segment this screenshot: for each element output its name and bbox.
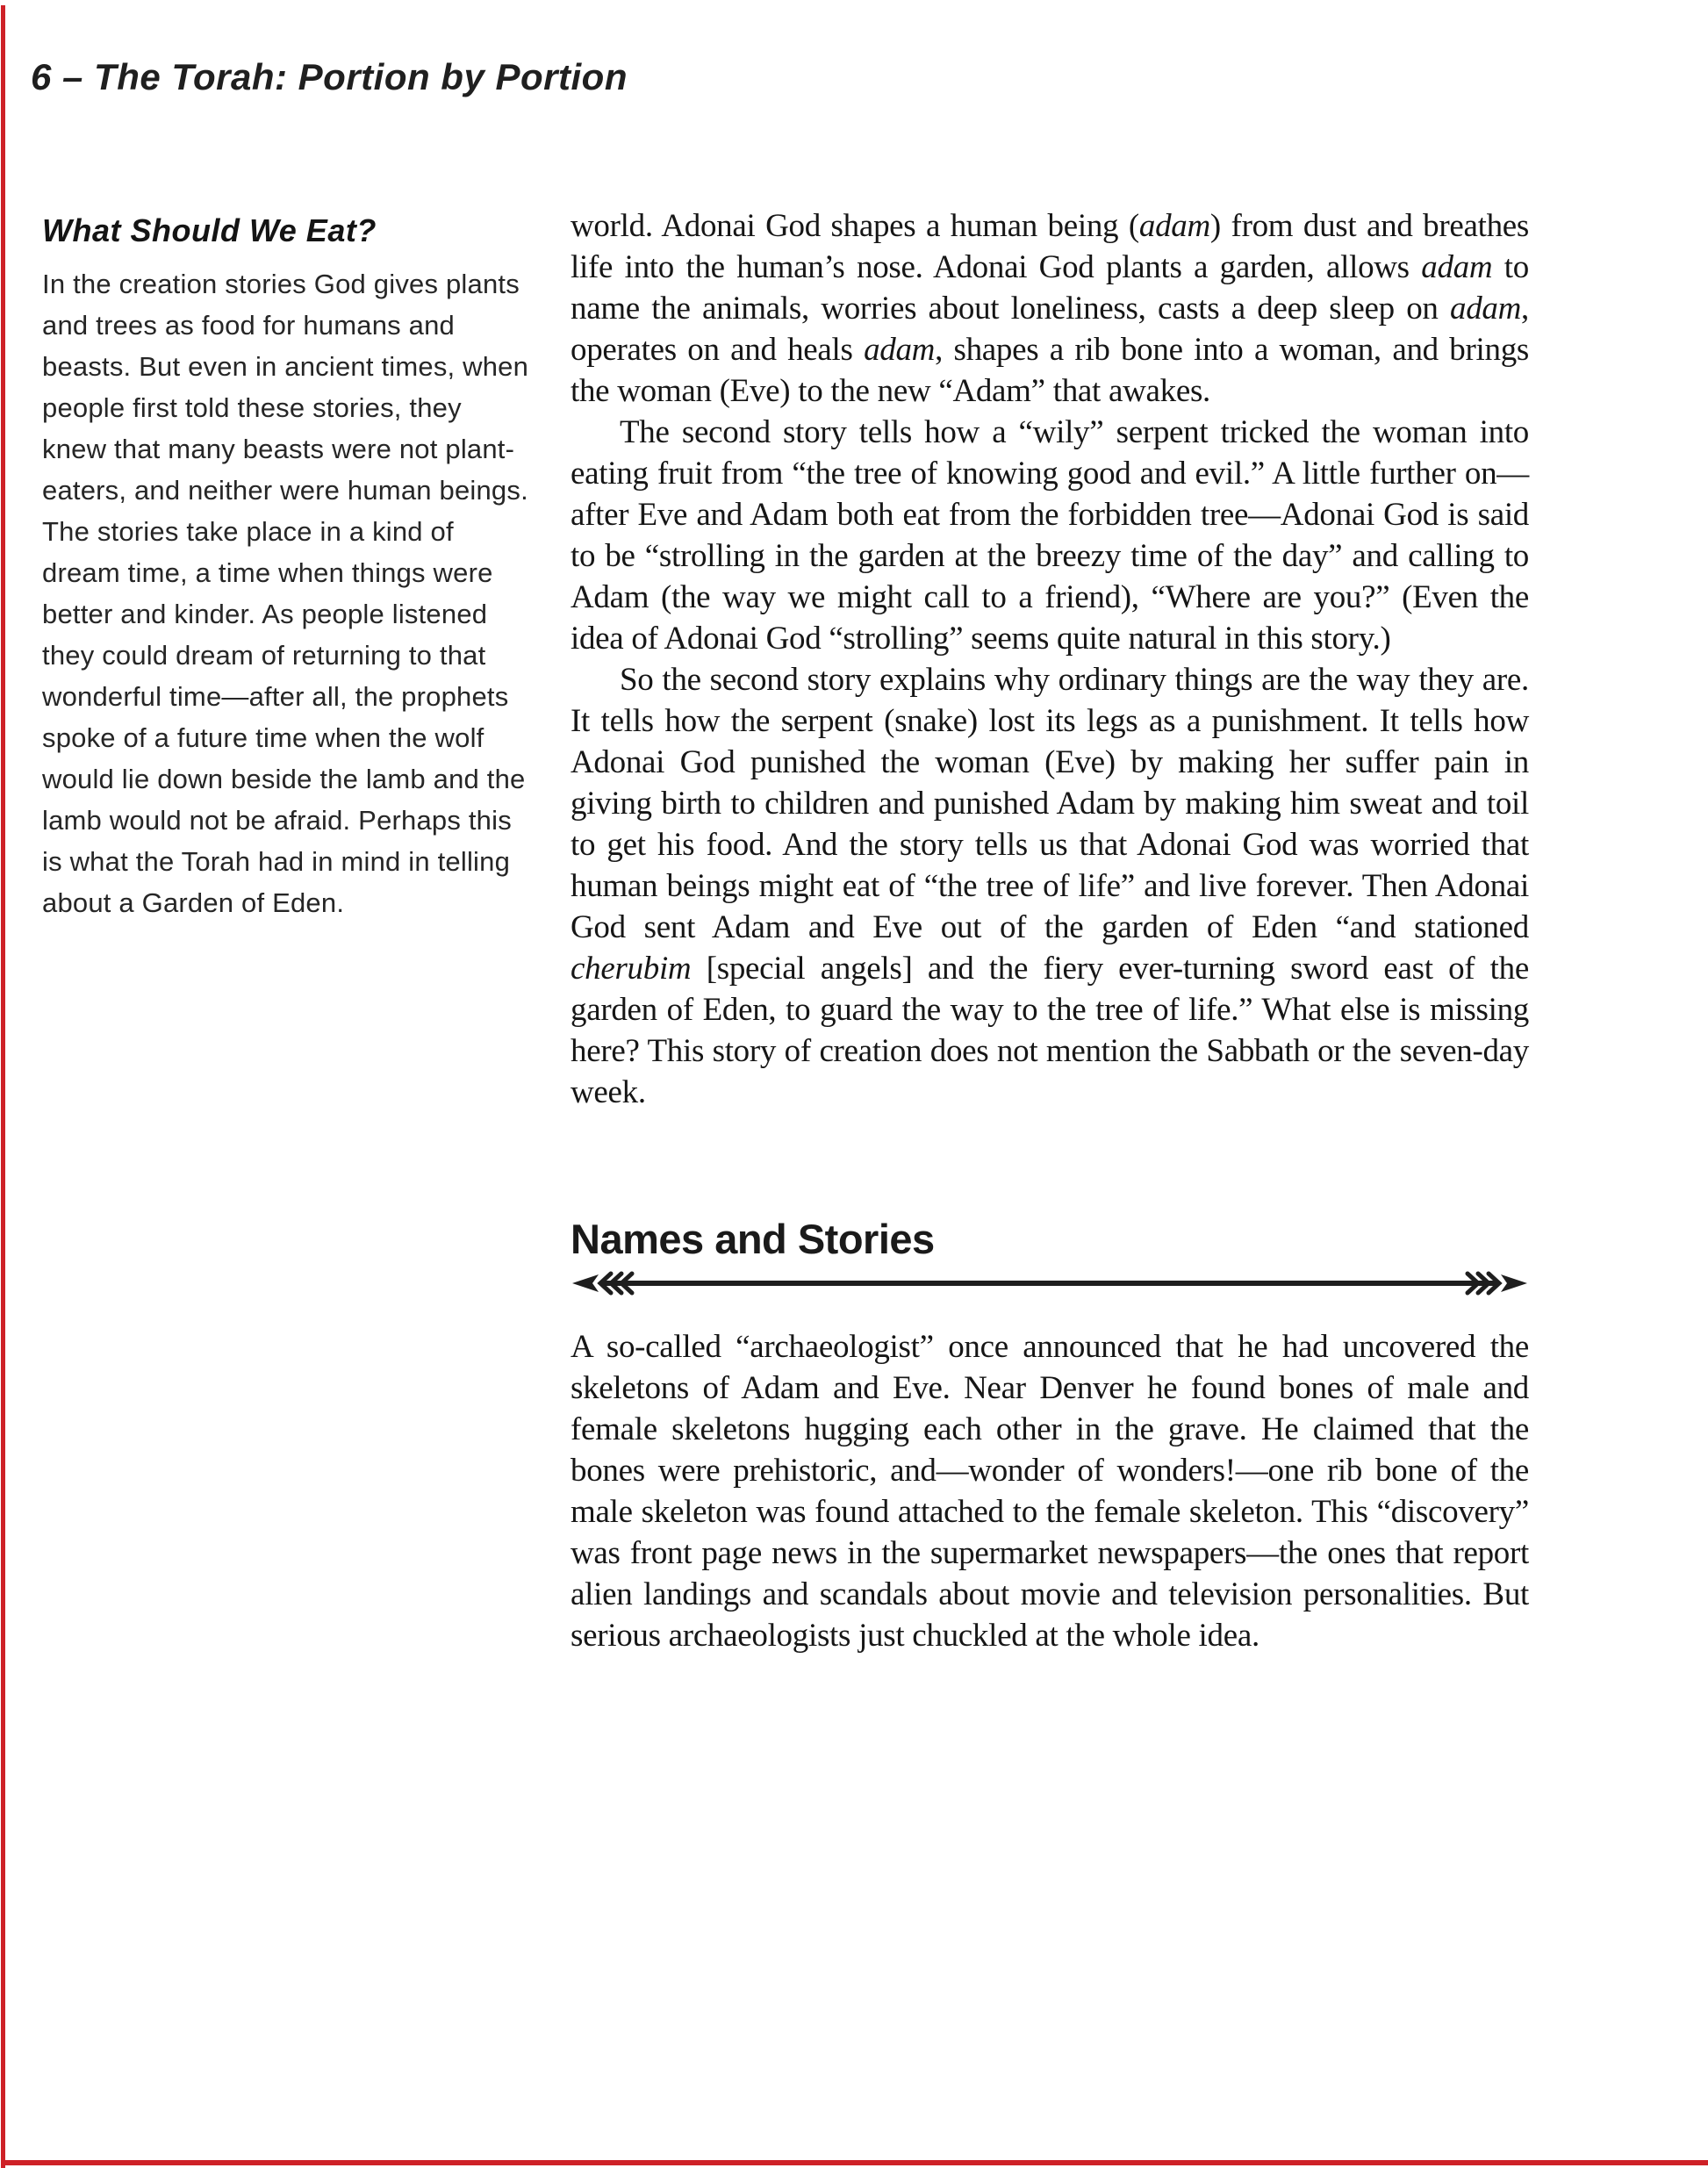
rule-right-arrowhead [1501,1274,1527,1292]
paragraph: The second story tells how a “wily” serpent tricked the woman into eating fruit from “the tree of knowing good and evil.” A little further on—after Eve and Adam both eat from the forbidden tree—Adonai God is said to be “strolling in the garden at the breezy time of the day” and calling to Adam (the way we might call to a friend), “Where are you?” (Even the idea of Adonai God “strolling” seems quite natural in this story.) [571,414,1529,657]
paragraph: A so-called “archaeologist” once announced that he had uncovered the skeletons of Adam and Eve. Near Denver he found bones of male and female skeletons hugging each other in the grave. He claimed that the bones were prehistoric, and—wonder of wonders!—one rib bone of the male skeleton was found attached to the female skeleton. This “discovery” was front page news in the supermarket newspapers—the ones that report alien landings and scandals about movie and television personalities. But serious archaeologists just chuckled at the whole idea. [571,1329,1529,1654]
running-header: 6 – The Torah: Portion by Portion [31,56,628,97]
paragraph: So the second story explains why ordinary things are the way they are. It tells how the serpent (snake) lost its legs as a punishment. It tells how Adonai God punished the woman (Eve) by making her suffer pain in giving birth to children and punished Adam by making him sweat and toil to get his food. And the story tells us that Adonai God was worried that human beings might eat of “the tree of life” and live forever. Then Adonai God sent Adam and Eve out of the garden of Eden “and stationed cherubim [special angels] and the fiery ever-turning sword east of the garden of Eden, to guard the way to the tree of life.” What else is missing here? This story of creation does not mention the Sabbath or the seven-day week. [571,662,1529,1110]
paragraph: world. Adonai God shapes a human being (adam) from dust and breathes life into the human’s nose. Adonai God plants a garden, allows adam to name the animals, worries about loneliness, casts a deep sleep on adam, operates on and heals adam, shapes a rib bone into a woman, and brings the woman (Eve) to the new “Adam” that awakes. [571,208,1529,409]
page-edge-line-bottom [5,2160,1708,2165]
sidebar-body-text: In the creation stories God gives plants and trees as food for humans and beasts. But even in ancient times, when people first told these stories, they knew that many beasts were not plant-eaters, and neither were human beings. The stories take place in a kind of dream time, a time when things were better and kinder. As people listened they could dream of returning to that wonderful time—after all, the prophets spoke of a future time when the wolf would lie down beside the lamb and the lamb would not be afraid. Perhaps this is what the Torah had in mind in telling about a Garden of Eden. [42,269,529,918]
main-paragraphs [571,205,1529,1113]
sidebar-note [42,212,530,923]
section-rule-decoration [571,1270,1529,1296]
main-column [571,205,1529,1656]
sidebar-heading: What Should We Eat? [42,212,377,248]
section-heading: Names and Stories [571,1216,935,1262]
page-edge-line-left [1,5,5,2168]
section-paragraphs [571,1326,1529,1656]
rule-left-arrowhead [572,1274,599,1292]
